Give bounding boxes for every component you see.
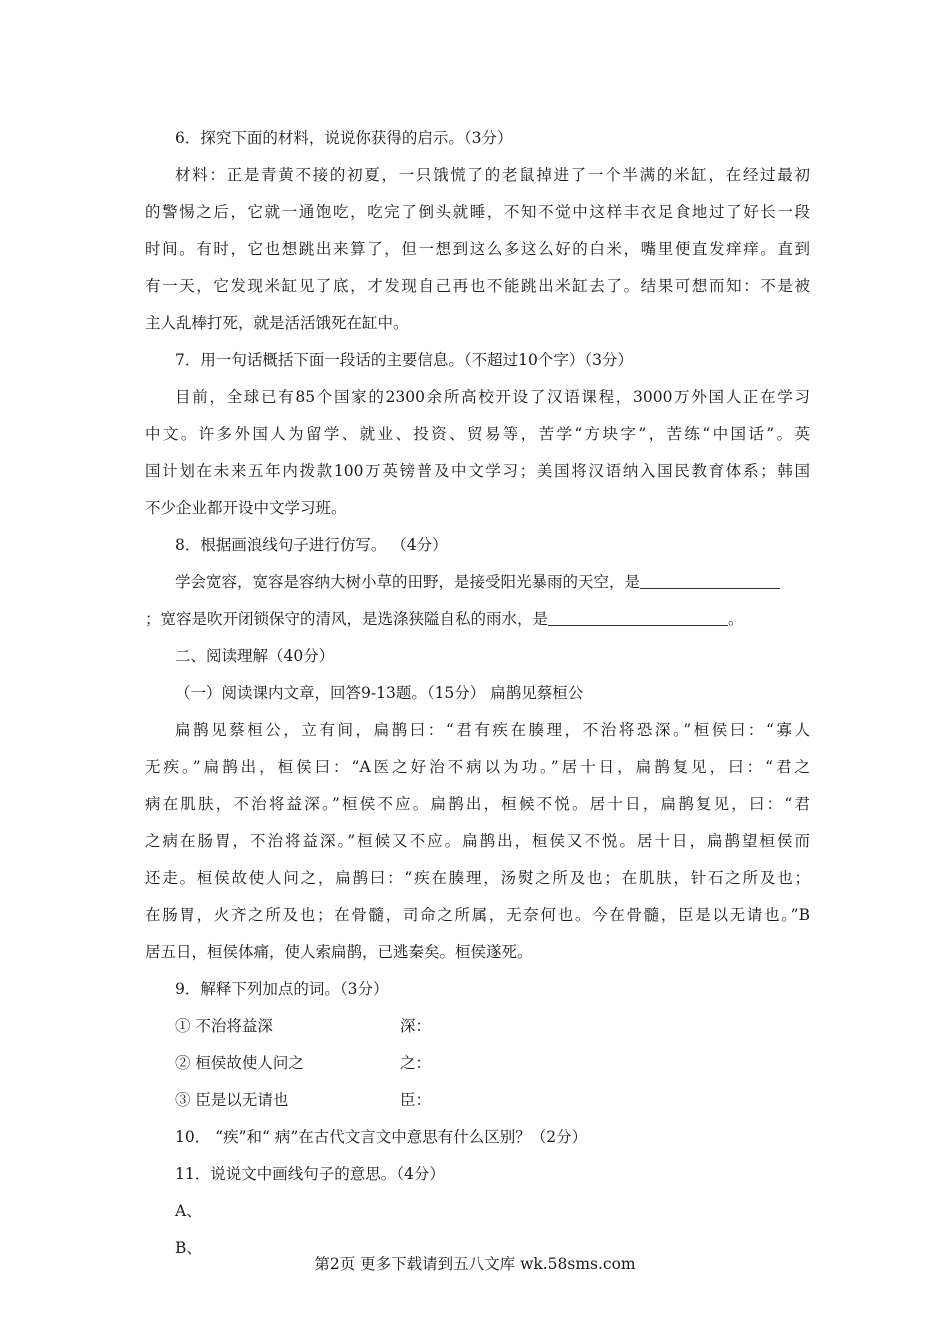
q8-answer-blank-1[interactable] <box>640 570 780 589</box>
section-2-title: 二、阅读理解（40分） <box>175 647 335 665</box>
passage-line: 居五日，桓侯体痛，使人索扁鹊，已逃秦矣。桓侯遂死。 <box>145 943 533 961</box>
passage-line: 还走。桓侯故使人问之，扁鹊曰：“疾在腠理，汤熨之所及也；在肌肤，针石之所及也； <box>145 869 810 887</box>
passage-line: 之病在肠胃，不治将益深。”桓候又不应。扁鹊出，桓侯又不悦。居十日，扁鹊望桓侯而 <box>145 832 810 850</box>
q8-line-1 <box>145 564 810 601</box>
q9-word: 深： <box>400 1017 432 1035</box>
question-9-title: 9．解释下列加点的词。（3分） <box>175 980 389 998</box>
q7-text-line: 国计划在未来五年内拨款100万英镑普及中文学习；美国将汉语纳入国民教育体系；韩国 <box>145 462 810 480</box>
q6-material-line: 的警惕之后，它就一通饱吃，吃完了倒头就睡，不知不觉中这样丰衣足食地过了好长一段 <box>145 203 810 221</box>
q9-item <box>145 1082 810 1119</box>
q8-period: 。 <box>728 610 744 628</box>
passage-line: 扁鹊见蔡桓公，立有间，扁鹊曰：“君有疾在腠理，不治将恐深。”桓侯曰：“寡人 <box>175 721 810 739</box>
q9-sentence: ③ 臣是以无请也 <box>175 1091 289 1109</box>
q6-material-line: 时间。有时，它也想跳出来算了，但一想到这么多这么好的白米，嘴里便直发痒痒。直到 <box>145 240 810 258</box>
q8-prompt-text: 学会宽容，宽容是容纳大树小草的田野，是接受阳光暴雨的天空，是 <box>175 573 641 591</box>
q11-answer-b: B、 <box>175 1239 202 1257</box>
q11-answer-a: A、 <box>175 1202 202 1220</box>
q7-text-line: 中文。许多外国人为留学、就业、投资、贸易等，苦学“方块字”，苦练“中国话”。英 <box>145 425 810 443</box>
part-1-title: （一）阅读课内文章，回答9-13题。（15分） 扁鹊见蔡桓公 <box>175 684 584 702</box>
q9-sentence: ② 桓侯故使人问之 <box>175 1054 304 1072</box>
q7-text-line: 不少企业都开设中文学习班。 <box>145 499 347 517</box>
question-8-title: 8．根据画浪线句子进行仿写。 （4分） <box>175 536 448 554</box>
passage-line: 无疾。”扁鹊出，桓侯曰：“A医之好治不病以为功。”居十日，扁鹊复见，曰：“君之 <box>145 758 810 776</box>
passage-line: 病在肌肤，不治将益深。”桓侯不应。扁鹊出，桓候不悦。居十日，扁鹊复见，曰：“君 <box>145 795 810 813</box>
question-6-title: 6．探究下面的材料，说说你获得的启示。（3分） <box>175 129 513 147</box>
q6-material-line: 主人乱棒打死，就是活活饿死在缸中。 <box>145 314 409 332</box>
page-footer: 第2页 更多下载请到五八文库 wk.58sms.com <box>314 1255 636 1273</box>
q8-prompt-text: ；宽容是吹开闭锁保守的清风，是选涤狭隘自私的雨水，是 <box>145 610 549 628</box>
q9-sentence: ① 不治将益深 <box>175 1017 273 1035</box>
question-11-title: 11．说说文中画线句子的意思。（4分） <box>175 1165 445 1183</box>
question-10-title: 10． “疾”和“ 病”在古代文言文中意思有什么区别？（2分） <box>175 1128 588 1146</box>
passage-line: 在肠胃，火齐之所及也；在骨髓，司命之所属，无奈何也。今在骨髓，臣是以无请也。”B <box>145 906 810 924</box>
q8-answer-blank-2[interactable] <box>548 607 728 626</box>
q9-word: 之： <box>400 1054 432 1072</box>
document-content <box>145 120 810 1267</box>
q9-item <box>145 1008 810 1045</box>
q6-material-line: 有一天，它发现米缸见了底，才发现自己再也不能跳出米缸去了。结果可想而知：不是被 <box>145 277 810 295</box>
question-7-title: 7．用一句话概括下面一段话的主要信息。（不超过10个字）（3分） <box>175 351 633 369</box>
q9-item <box>145 1045 810 1082</box>
q6-material-line: 材料：正是青黄不接的初夏，一只饿慌了的老鼠掉进了一个半满的米缸，在经过最初 <box>175 166 810 184</box>
q8-line-2 <box>145 601 810 638</box>
q9-word: 臣： <box>400 1091 432 1109</box>
q7-text-line: 目前，全球已有85个国家的2300余所高校开设了汉语课程，3000万外国人正在学习 <box>175 388 810 406</box>
